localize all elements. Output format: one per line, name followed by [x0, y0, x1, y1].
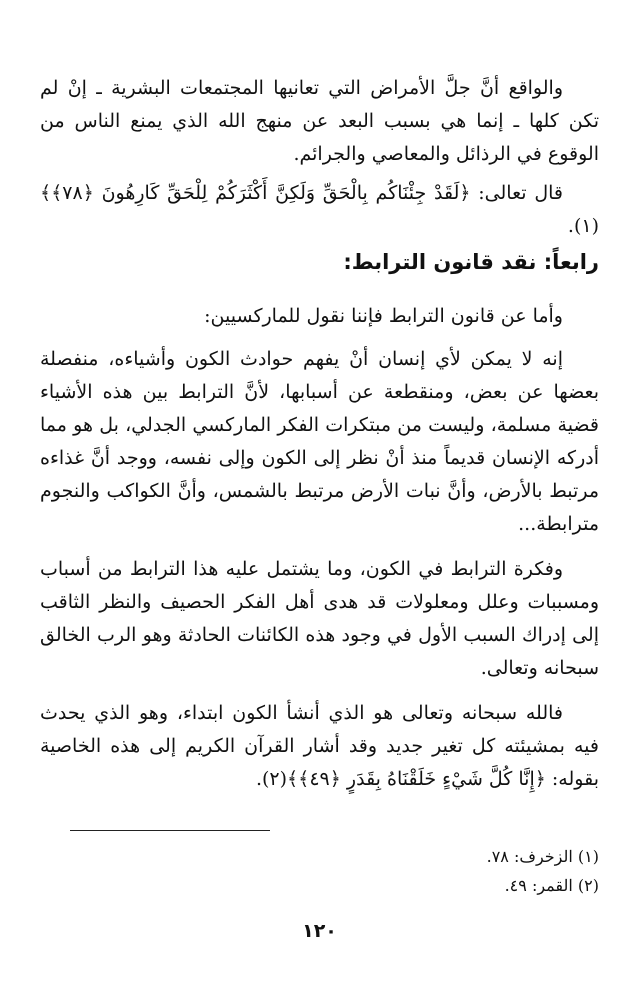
footnotes	[40, 842, 599, 900]
paragraph-3: إنه لا يمكن لأي إنسان أنْ يفهم حوادث الكون وأشياءه، منفصلة بعضها عن بعض، ومنقطعة عن أسبابها، لأنَّ الترابط بين هذه الأشياء قضية مسلمة، وليست من مبتكرات الفكر الماركسي الجدلي، بل هو مما أدركه الإنسان قديماً منذ أنْ نظر إلى الكون وإلى نفسه، ووجد أنَّ غذاءه مرتبط بالأرض، وأنَّ نبات الأرض مرتبط بالشمس، وأنَّ الكواكب والنجوم مترابطة...	[40, 348, 599, 535]
verse-quote-1: قال تعالى: ﴿لَقَدْ جِئْنَاكُم بِالْحَقِّ وَلَكِنَّ أَكْثَرَكُمْ لِلْحَقِّ كَارِهُونَ ﴿٧٨﴾﴾(١).	[40, 182, 599, 237]
footnote-1: (١) الزخرف: ٧٨.	[486, 847, 599, 866]
footnote-2: (٢) القمر: ٤٩.	[504, 876, 599, 895]
section-heading: رابعاً: نقد قانون الترابط:	[343, 250, 599, 274]
paragraph-1: والواقع أنَّ جلَّ الأمراض التي تعانيها المجتمعات البشرية ـ إنْ لم تكن كلها ـ إنما هي بسبب البعد عن منهج الله الذي يمنع الناس من الوقوع في الرذائل والمعاصي والجرائم.	[40, 77, 599, 165]
page-number: ١٢٠	[302, 920, 337, 942]
footnote-separator	[70, 830, 270, 831]
paragraph-2: وأما عن قانون الترابط فإننا نقول للماركسيين:	[204, 305, 563, 327]
paragraph-4: وفكرة الترابط في الكون، وما يشتمل عليه هذا الترابط من أسباب ومسببات وعلل ومعلولات قد هدى أهل الفكر الحصيف والنظر الثاقب إلى إدراك السبب الأول في وجود هذه الكائنات الحادثة وهو الرب الخالق سبحانه وتعالى.	[40, 558, 599, 679]
paragraph-block-1	[40, 72, 599, 243]
paragraph-5: فالله سبحانه وتعالى هو الذي أنشأ الكون ابتداء، وهو الذي يحدث فيه بمشيئته كل تغير جديد وقد أشار القرآن الكريم إلى هذه الخاصية بقوله: ﴿إِنَّا كُلَّ شَيْءٍ خَلَقْنَاهُ بِقَدَرٍ ﴿٤٩﴾﴾(٢).	[40, 702, 599, 790]
paragraph-block-2	[40, 300, 599, 796]
